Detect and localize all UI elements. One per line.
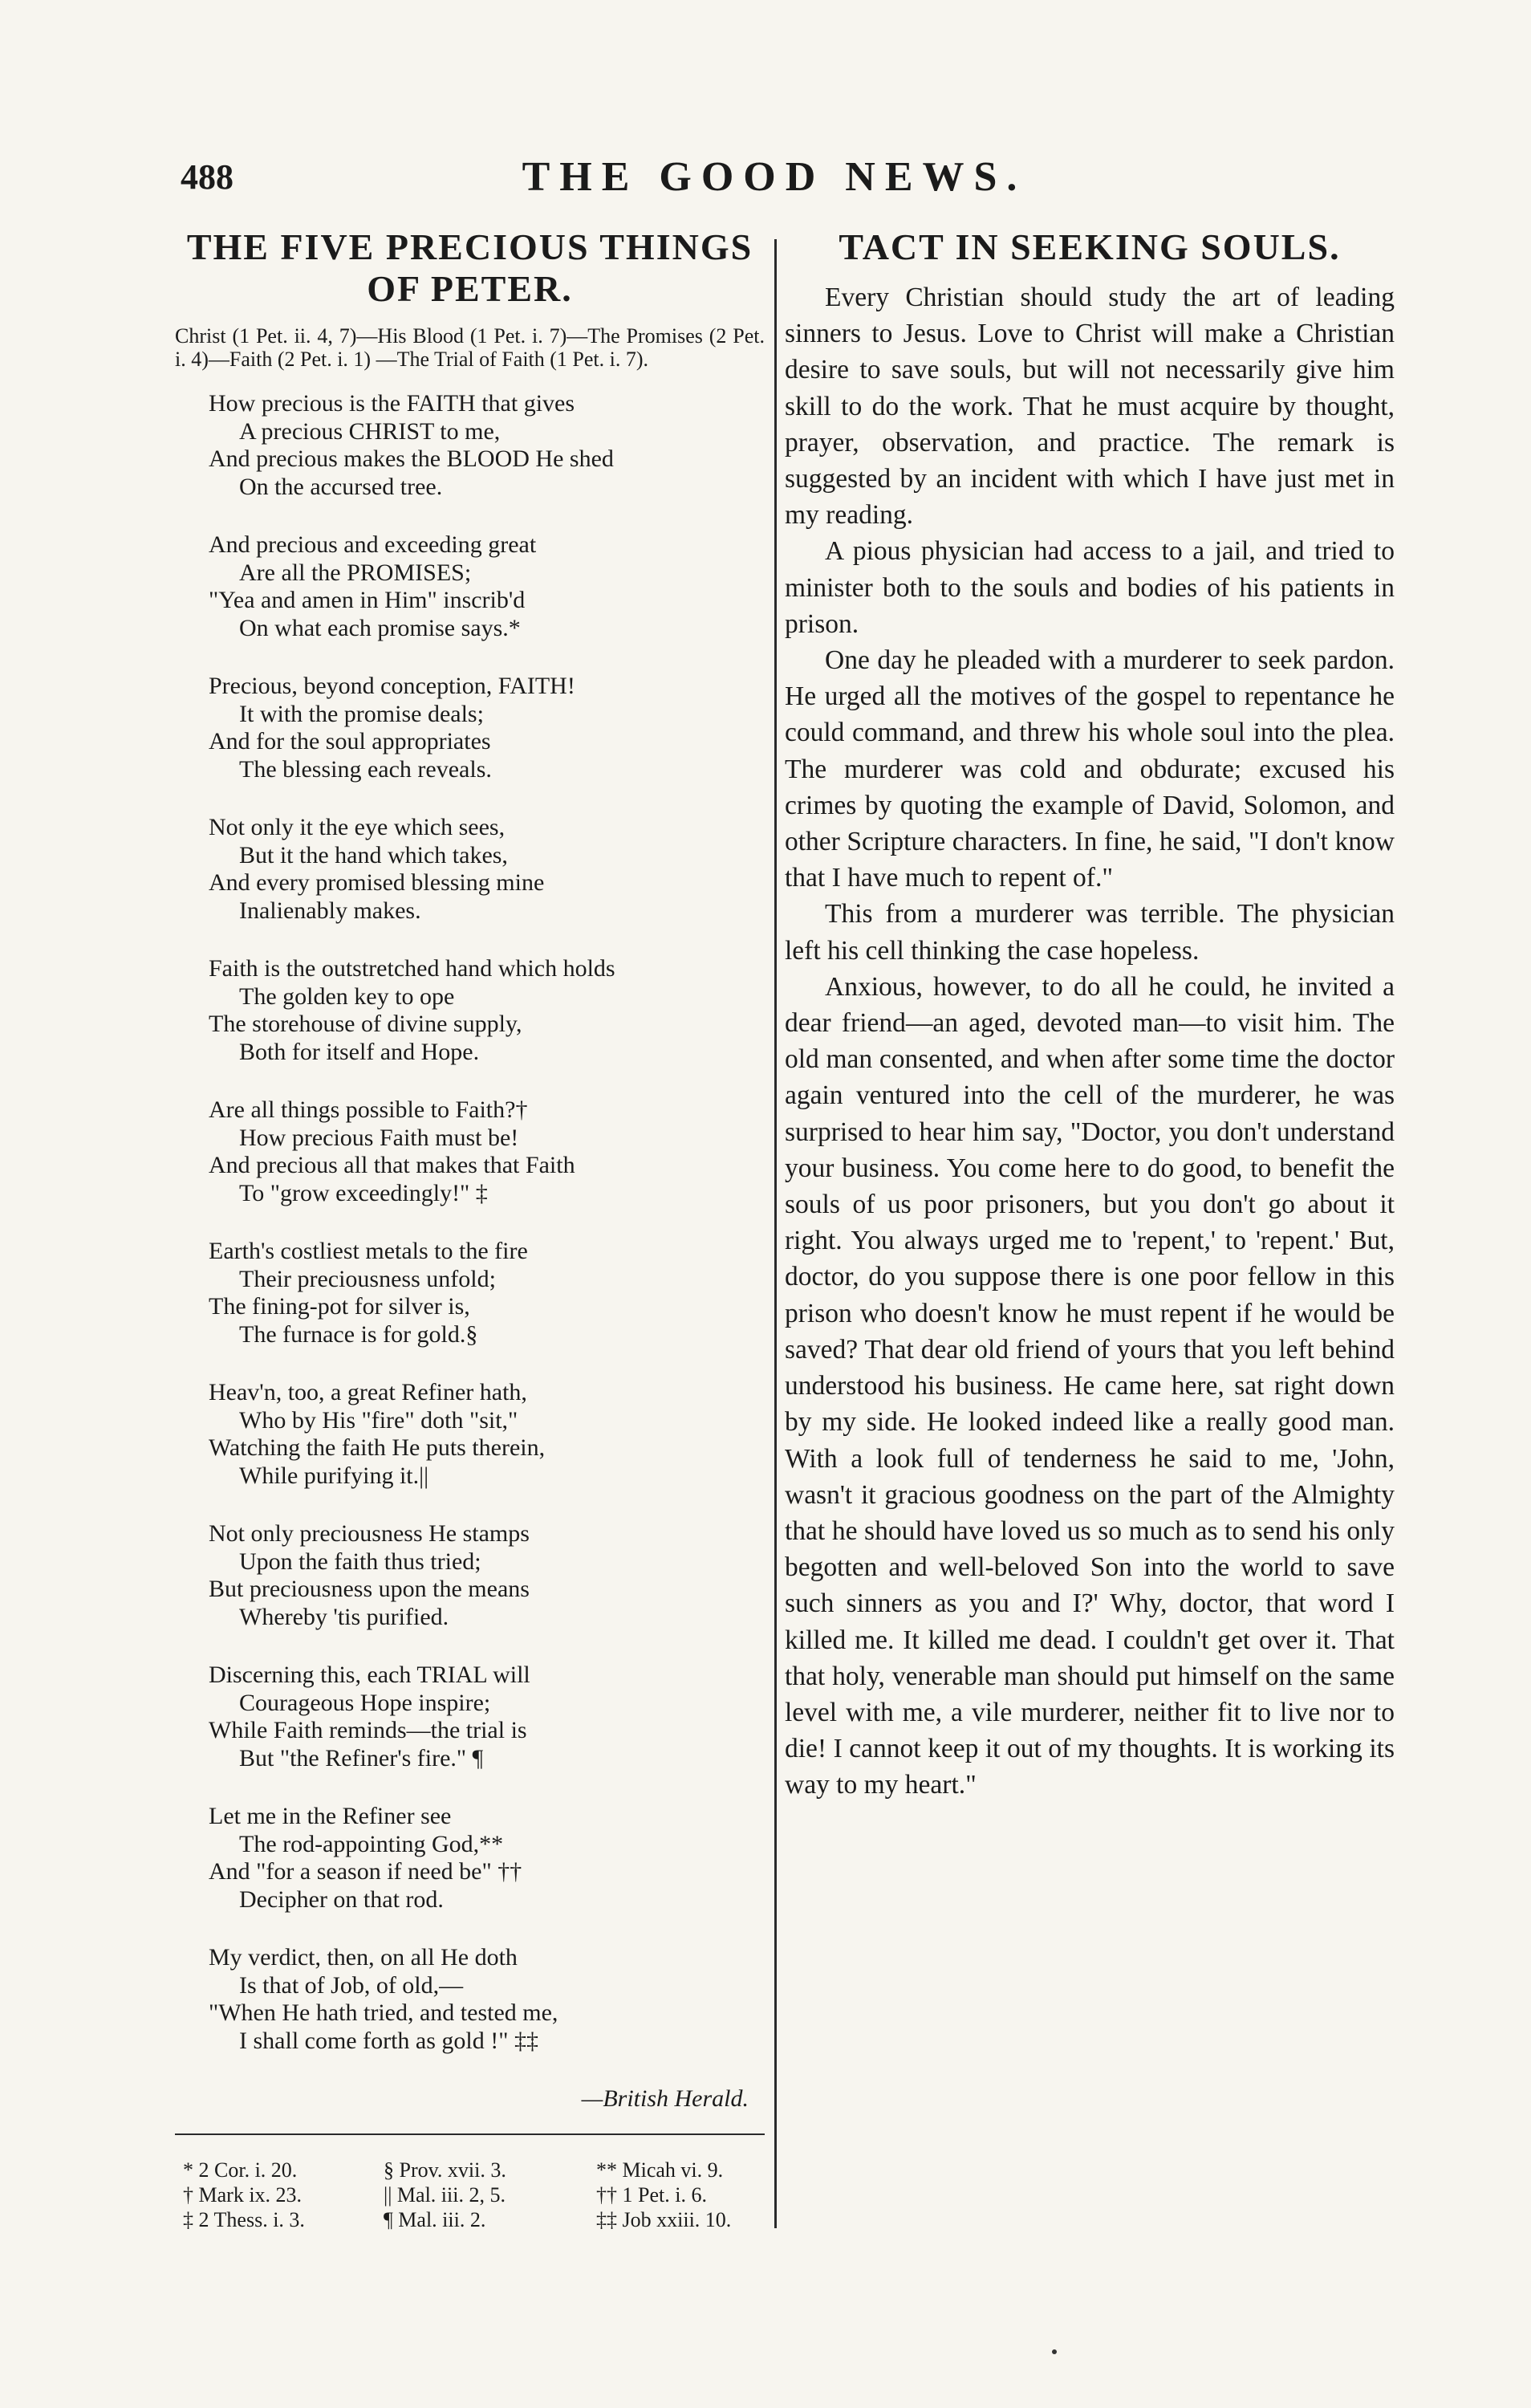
scripture-references: Christ (1 Pet. ii. 4, 7)—His Blood (1 Pet. i. 7)—The Promises (2 Pet. i. 4)—Faith (2 Pet. i. 1) —The Trial of Faith (1 Pet. i. 7). <box>175 324 765 371</box>
poem-line: To "grow exceedingly!" ‡ <box>239 1179 488 1206</box>
poem-line: How precious Faith must be! <box>239 1124 519 1151</box>
poem-stanza <box>209 673 765 783</box>
poem-line: Who by His "fire" doth "sit," <box>239 1406 518 1434</box>
poem-line: Inalienably makes. <box>239 897 421 924</box>
poem-line: And precious and exceeding great <box>209 531 537 558</box>
poem-line: Not only preciousness He stamps <box>209 1520 530 1547</box>
poem-line: While Faith reminds—the trial is <box>209 1717 527 1743</box>
poem-line: A precious CHRIST to me, <box>239 417 501 445</box>
poem-line: Faith is the outstretched hand which holds <box>209 955 615 982</box>
poem-line: Heav'n, too, a great Refiner hath, <box>209 1379 527 1405</box>
poem-line: The storehouse of divine supply, <box>209 1011 522 1037</box>
poem-line: But it the hand which takes, <box>239 841 508 868</box>
poem-line: The furnace is for gold.§ <box>239 1320 478 1348</box>
poem-stanza <box>209 1520 765 1631</box>
poem-line: The fining-pot for silver is, <box>209 1293 470 1320</box>
footnote: || Mal. iii. 2, 5. <box>384 2183 506 2207</box>
poem-stanza <box>209 1238 765 1348</box>
footnote: ‡‡ Job xxiii. 10. <box>596 2208 732 2231</box>
poem-stanza <box>209 531 765 642</box>
poem-line: Is that of Job, of old,— <box>239 1971 464 1999</box>
poem-line: "Yea and amen in Him" inscrib'd <box>209 587 526 613</box>
poem-line: Upon the faith thus tried; <box>239 1548 481 1575</box>
poem-stanza <box>209 814 765 925</box>
article-paragraph: Every Christian should study the art of leading sinners to Jesus. Love to Christ will make a Christian desire to save souls, but will not necessarily give him skill to do the work. That he must acquire by thought, prayer, observation, and practice. The remark is suggested by an incident with which I have just met in my reading. <box>785 283 1395 531</box>
journal-title: THE GOOD NEWS. <box>522 154 1027 200</box>
poem-line: Discerning this, each TRIAL will <box>209 1662 530 1688</box>
poem-line: It with the promise deals; <box>239 700 484 727</box>
poem-line: On the accursed tree. <box>239 473 443 500</box>
poem-stanza <box>209 390 765 501</box>
poem-line: Not only it the eye which sees, <box>209 814 506 840</box>
footnote: ¶ Mal. iii. 2. <box>384 2208 486 2231</box>
poem-line: And for the soul appropriates <box>209 728 491 755</box>
footnotes <box>183 2158 765 2232</box>
poem-stanza <box>209 1944 765 2055</box>
poem-line: While purifying it.|| <box>239 1462 429 1489</box>
running-head <box>181 154 1368 213</box>
poem-line: And every promised blessing mine <box>209 869 545 896</box>
poem-line: The rod-appointing God,** <box>239 1830 504 1857</box>
footnote-rule <box>175 2133 765 2135</box>
poem-stanza <box>209 955 765 1066</box>
poem-line: Whereby 'tis purified. <box>239 1603 449 1630</box>
poem-title: THE FIVE PRECIOUS THINGS OF PETER. <box>186 226 753 309</box>
poem-line: The blessing each reveals. <box>239 755 492 783</box>
footnote: ** Micah vi. 9. <box>596 2158 724 2182</box>
page-number: 488 <box>181 157 234 197</box>
footnote: †† 1 Pet. i. 6. <box>596 2183 707 2207</box>
poem-line: Courageous Hope inspire; <box>239 1689 491 1716</box>
poem-line: Are all things possible to Faith?† <box>209 1096 528 1123</box>
poem-line: I shall come forth as gold !" ‡‡ <box>239 2027 538 2054</box>
poem-line: Their preciousness unfold; <box>239 1265 496 1292</box>
poem-line: Let me in the Refiner see <box>209 1803 452 1829</box>
article-paragraph: Anxious, however, to do all he could, he invited a dear friend—an aged, devoted man—to visit him. The old man consented, and when after some time the doctor again ventured into the cell of the murderer, he was surprised to hear him say, "Doctor, you don't understand your business. You come here to do good, to benefit the souls of us poor prisoners, but you don't go about it right. You always urged me to 'repent,' to 'repent.' But, doctor, do you suppose there is one poor fellow in this prison who doesn't know he must repent if he would be saved? That dear old friend of yours that you left behind understood his business. He came here, sat right down by my side. He looked indeed like a really good man. With a look full of tenderness he said to me, 'John, wasn't it gracious goodness on the part of the Almighty that he should have loved us so much as to send his only begotten and well-beloved Son into the world to save such sinners as you and I?' Why, doctor, that word I killed me. It killed me dead. I couldn't get over it. That that holy, venerable man should put himself on the same level with me, a vile murderer, neither fit to live nor to die! I cannot keep it out of my thoughts. It is working its way to my heart." <box>785 971 1395 1800</box>
left-column <box>175 226 765 2232</box>
poem-line: And precious makes the BLOOD He shed <box>209 445 614 472</box>
article-paragraph: This from a murderer was terrible. The physician left his cell thinking the case hopeless. <box>785 899 1395 966</box>
poem-line: On what each promise says.* <box>239 614 521 641</box>
poem-line: And precious all that makes that Faith <box>209 1152 575 1178</box>
poem-line: But preciousness upon the means <box>209 1576 530 1602</box>
footnote: * 2 Cor. i. 20. <box>183 2158 298 2182</box>
footnote: † Mark ix. 23. <box>183 2183 303 2207</box>
poem-line: My verdict, then, on all He doth <box>209 1944 518 1971</box>
footnote: ‡ 2 Thess. i. 3. <box>183 2208 305 2231</box>
poem-line: Are all the PROMISES; <box>239 559 472 586</box>
poem-line: Earth's costliest metals to the fire <box>209 1238 528 1264</box>
column-divider <box>774 239 777 2228</box>
poem-stanza <box>209 1096 765 1207</box>
poem-line: And "for a season if need be" †† <box>209 1858 522 1885</box>
poem-attribution: —British Herald. <box>581 2085 749 2112</box>
article-paragraph: One day he pleaded with a murderer to seek pardon. He urged all the motives of the gospel to repentance he could command, and threw his whole soul into the plea. The murderer was cold and obdurate; excused his crimes by quoting the example of David, Solomon, and other Scripture characters. In fine, he said, "I don't know that I have much to repent of." <box>785 645 1395 893</box>
poem-stanza <box>209 1379 765 1490</box>
poem-stanza <box>209 1662 765 1772</box>
footnote: § Prov. xvii. 3. <box>384 2158 506 2182</box>
poem-line: Precious, beyond conception, FAITH! <box>209 673 575 699</box>
poem-line: "When He hath tried, and tested me, <box>209 1999 558 2026</box>
poem-line: The golden key to ope <box>239 982 455 1010</box>
article-title: TACT IN SEEKING SOULS. <box>839 226 1341 267</box>
poem-stanza <box>209 1803 765 1914</box>
poem <box>209 390 765 2055</box>
poem-line: Watching the faith He puts therein, <box>209 1434 546 1461</box>
printer-speck <box>1052 2349 1057 2354</box>
poem-line: But "the Refiner's fire." ¶ <box>239 1744 484 1771</box>
right-column <box>785 226 1395 1804</box>
poem-line: How precious is the FAITH that gives <box>209 390 575 417</box>
poem-line: Both for itself and Hope. <box>239 1038 480 1065</box>
article-paragraph: A pious physician had access to a jail, and tried to minister both to the souls and bodies of his patients in prison. <box>785 536 1395 639</box>
poem-line: Decipher on that rod. <box>239 1885 444 1913</box>
article-body <box>785 279 1395 1804</box>
